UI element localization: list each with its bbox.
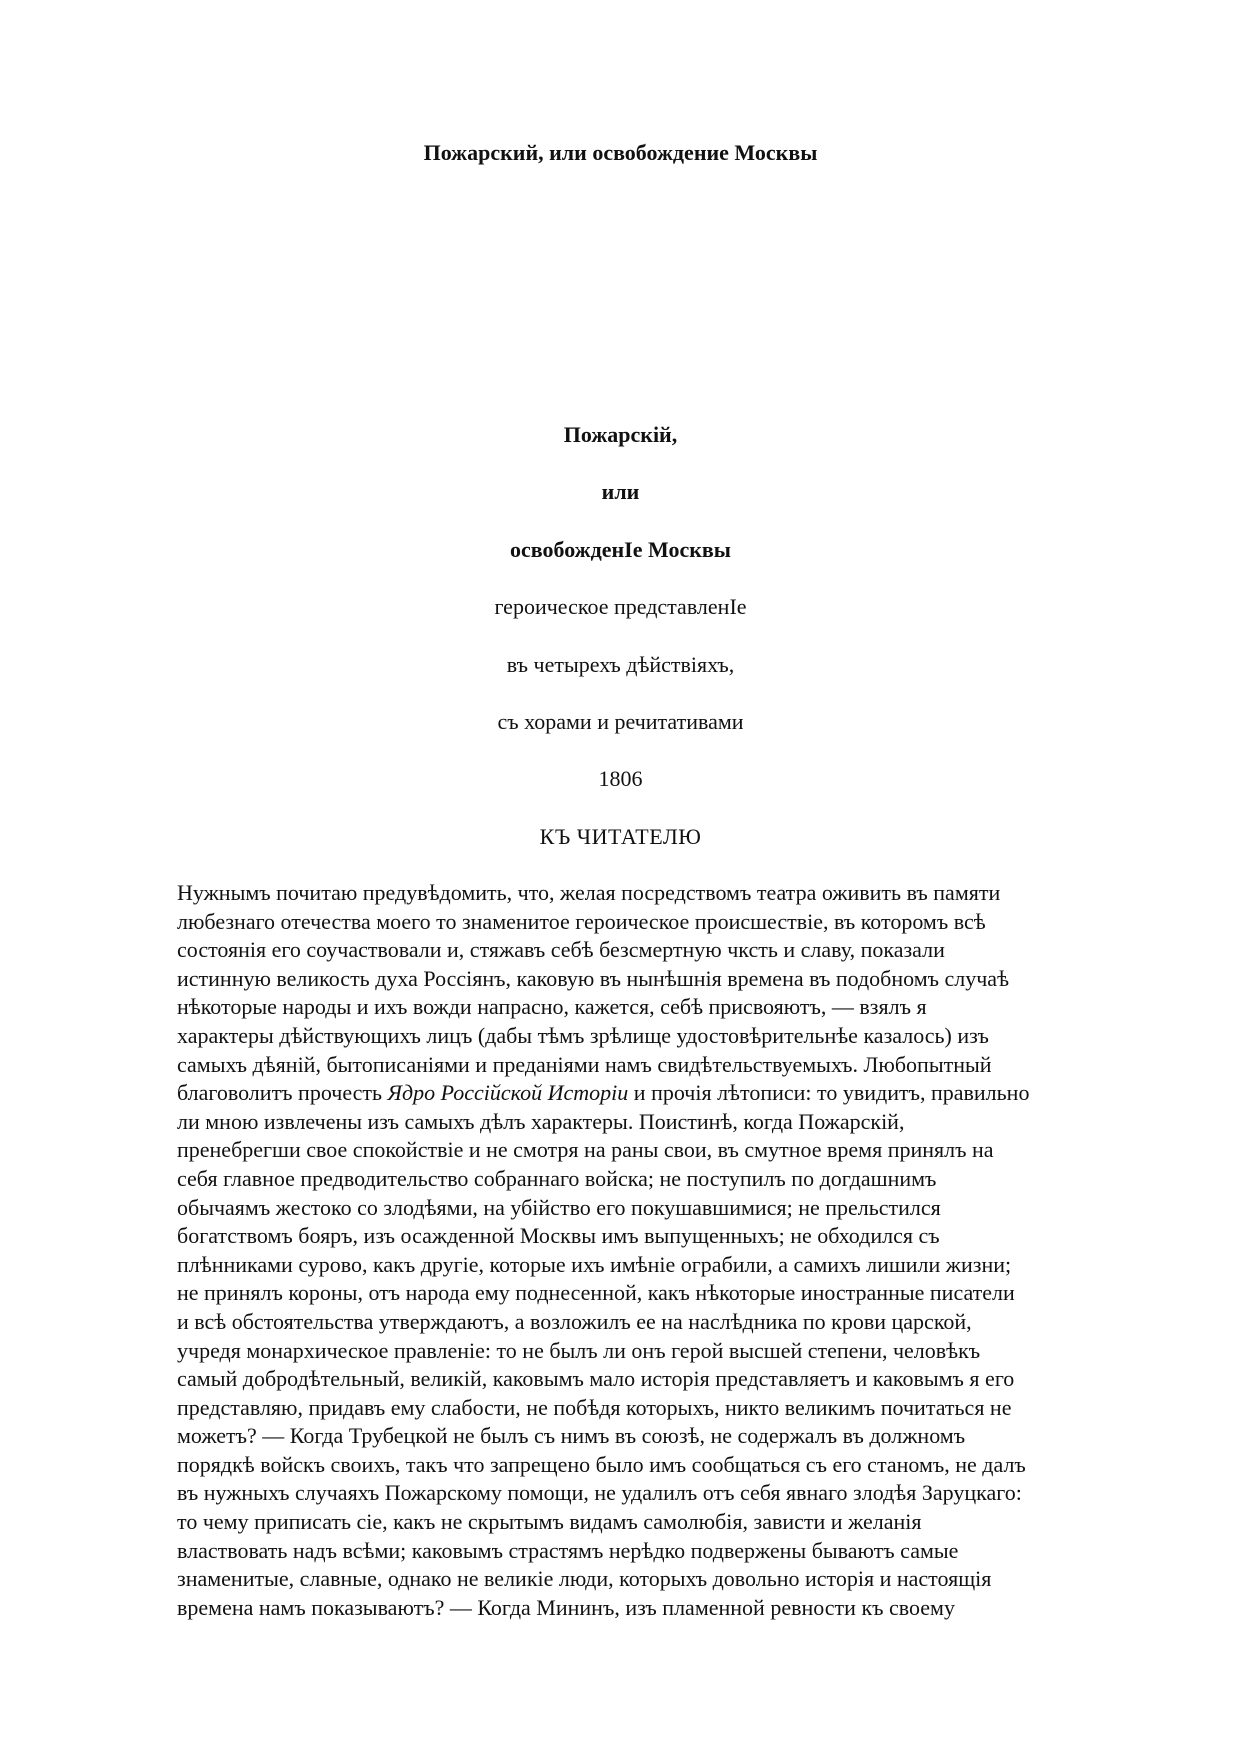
body-line: обычаямъ жестоко со злодѣями, на убійство его покушавшимися; не прельстился xyxy=(177,1194,941,1220)
body-line: то чему приписать сіе, какъ не скрытымъ видамъ самолюбія, зависти и желанія xyxy=(177,1509,922,1535)
body-line: ли мною извлечены изъ самыхъ дѣлъ характеры. Поистинѣ, когда Пожарскій, xyxy=(177,1108,905,1134)
body-line: истинную великость духа Россіянъ, каковую въ нынѣшнія времена въ подобномъ случаѣ xyxy=(177,965,1010,991)
body-text-segment: и прочія лѣтописи: то увидитъ, правильно xyxy=(628,1080,1030,1106)
body-line: порядкѣ войскъ своихъ, такъ что запрещено было имъ сообщаться съ его станомъ, не далъ xyxy=(177,1451,1026,1477)
title-page-year: 1806 xyxy=(598,766,643,791)
title-page-or: или xyxy=(601,479,640,504)
body-line: можетъ? — Когда Трубецкой не былъ съ нимъ въ союзѣ, не содержалъ въ должномъ xyxy=(177,1423,966,1449)
document-title: Пожарский, или освобождение Москвы xyxy=(423,140,818,165)
body-line-with-italic xyxy=(177,1079,1177,1108)
italic-book-title: Ядро Россійской Исторіи xyxy=(387,1080,629,1106)
title-page-genre: героическое представленІе xyxy=(494,594,747,619)
body-line: любезнаго отечества моего то знаменитое героическое происшествіе, въ которомъ всѣ xyxy=(177,908,986,934)
body-line: учредя монархическое правленіе: то не былъ ли онъ герой высшей степени, человѣкъ xyxy=(177,1337,981,1363)
body-line: состоянія его соучаствовали и, стяжавъ себѣ безсмертную чксть и славу, показали xyxy=(177,937,945,963)
section-heading: КЪ ЧИТАТЕЛЮ xyxy=(539,824,702,849)
body-line: плѣнниками сурово, какъ другіе, которые ихъ имѣніе ограбили, а самихъ лишили жизни; xyxy=(177,1251,1012,1277)
title-page-acts: въ четырехъ дѣйствіяхъ, xyxy=(506,652,735,677)
body-line: характеры дѣйствующихъ лицъ (дабы тѣмъ зрѣлище удостовѣрительнѣе казалось) изъ xyxy=(177,1022,989,1048)
body-text-segment: благоволитъ прочесть xyxy=(177,1080,388,1106)
body-line: пренебрегши свое спокойствіе и не смотря на раны свои, въ смутное время принялъ на xyxy=(177,1137,994,1163)
body-line: себя главное предводительство собраннаго войска; не поступилъ по догдашнимъ xyxy=(177,1165,937,1191)
body-text xyxy=(177,879,1177,1622)
body-line: времена намъ показываютъ? — Когда Mининъ, изъ пламенной ревности къ своему xyxy=(177,1594,955,1620)
body-line: нѣкоторые народы и ихъ вожди напрасно, кажется, себѣ присвояютъ, — взялъ я xyxy=(177,994,927,1020)
body-line: и всѣ обстоятельства утверждаютъ, а возложилъ ее на наслѣдника по крови царской, xyxy=(177,1308,972,1334)
body-line: представляю, придавъ ему слабости, не побѣдя которыхъ, никто великимъ почитаться не xyxy=(177,1394,1012,1420)
title-page-choirs: съ хорами и речитативами xyxy=(497,709,744,734)
body-line: не принялъ короны, отъ народа ему поднесенной, какъ нѣкоторые иностранные писатели xyxy=(177,1280,1015,1306)
body-line: самыхъ дѣяній, бытописаніями и преданіями намъ свидѣтельствуемыхъ. Любопытный xyxy=(177,1051,992,1077)
body-line: властвовать надъ всѣми; каковымъ страстямъ нерѣдко подвержены бываютъ самые xyxy=(177,1537,959,1563)
body-line: самый добродѣтельный, великій, каковымъ мало исторія представляетъ и каковымъ я его xyxy=(177,1366,1015,1392)
body-line: Нужнымъ почитаю предувѣдомить, что, желая посредствомъ театра оживить въ памяти xyxy=(177,880,1001,905)
body-line: въ нужныхъ случаяхъ Пожарскому помощи, не удалилъ отъ себя явнаго злодѣя Заруцкаго: xyxy=(177,1480,1022,1506)
body-line: богатствомъ бояръ, изъ осажденной Москвы имъ выпущенныхъ; не обходился съ xyxy=(177,1223,940,1249)
title-page-title: Пожарскій, xyxy=(563,422,678,447)
title-page-subtitle: освобожденІе Москвы xyxy=(510,537,731,562)
body-line: знаменитые, славные, однако не великіе люди, которыхъ довольно исторія и настоящія xyxy=(177,1566,992,1592)
